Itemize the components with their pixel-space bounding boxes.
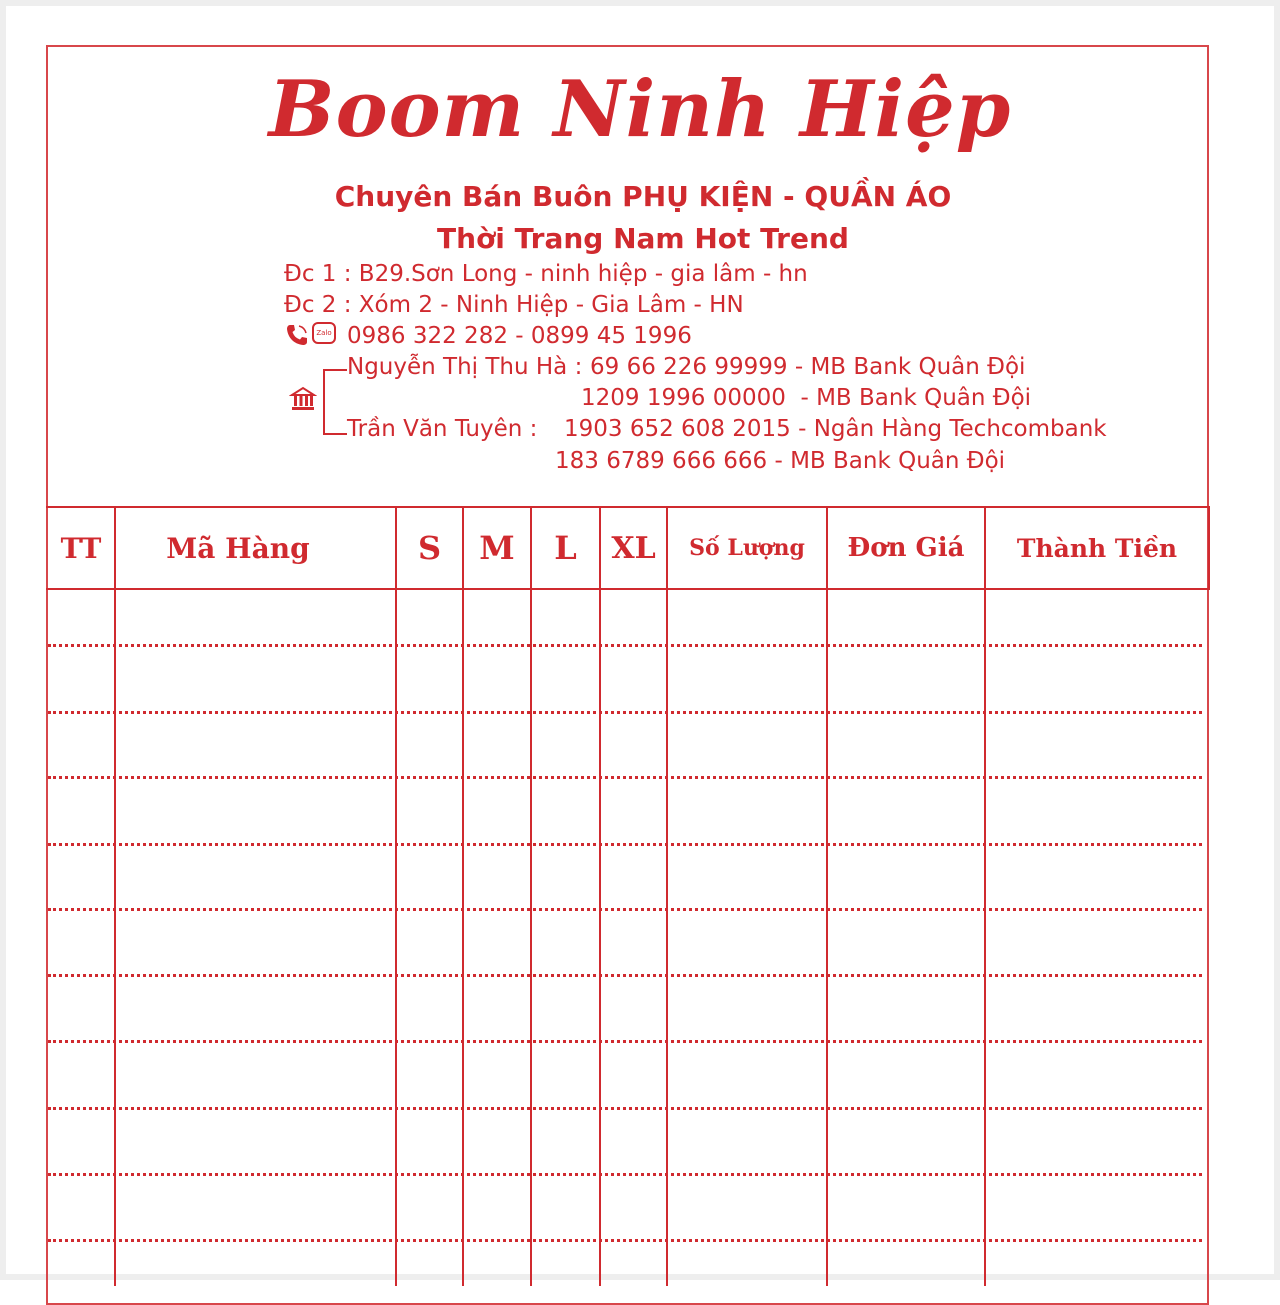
table-row: [48, 843, 1202, 846]
column-divider: [530, 506, 532, 1286]
zalo-icon: Zalo: [312, 322, 336, 344]
col-header-l: L: [554, 529, 577, 567]
table-row: [48, 908, 1202, 911]
table-row: [48, 1107, 1202, 1110]
table-row: [48, 711, 1202, 714]
table-row: [48, 1239, 1202, 1242]
col-header-xl: XL: [611, 530, 656, 566]
column-divider: [395, 506, 397, 1286]
table-row: [48, 1040, 1202, 1043]
address-1: Đc 1 : B29.Sơn Long - ninh hiệp - gia lâm - hn: [284, 261, 808, 287]
subtitle-line-1: Chuyên Bán Buôn PHỤ KIỆN - QUẦN ÁO: [334, 180, 952, 213]
col-header-s: S: [417, 529, 442, 567]
bank-owner-2: Trần Văn Tuyên :: [347, 416, 538, 442]
bank-bracket: [323, 369, 347, 435]
col-header-thanh-tien: Thành Tiền: [1016, 533, 1178, 563]
col-header-m: M: [479, 529, 515, 567]
col-header-tt: TT: [60, 531, 102, 565]
bank-icon: [289, 385, 317, 413]
column-divider: [599, 506, 601, 1286]
column-divider: [462, 506, 464, 1286]
bank-account-1: 69 66 226 99999 - MB Bank Quân Đội: [590, 354, 1026, 380]
bank-owner-1: Nguyễn Thị Thu Hà :: [347, 354, 583, 380]
bank-account-3: 1903 652 608 2015 - Ngân Hàng Techcombank: [564, 416, 1107, 442]
address-2: Đc 2 : Xóm 2 - Ninh Hiệp - Gia Lâm - HN: [284, 292, 744, 318]
table-row: [48, 644, 1202, 647]
column-divider: [1208, 506, 1210, 590]
col-header-don-gia: Đơn Giá: [847, 533, 965, 563]
col-header-so-luong: Số Lượng: [689, 535, 805, 561]
brand-title: Boom Ninh Hiệp: [268, 64, 1012, 155]
subtitle-line-2: Thời Trang Nam Hot Trend: [437, 222, 849, 255]
column-divider: [666, 506, 668, 1286]
column-divider: [826, 506, 828, 1286]
col-header-ma-hang: Mã Hàng: [166, 531, 310, 565]
column-divider: [984, 506, 986, 1286]
bank-account-4: 183 6789 666 666 - MB Bank Quân Đội: [555, 448, 1006, 474]
table-row: [48, 776, 1202, 779]
phone-icon: [284, 322, 310, 348]
bank-account-2: 1209 1996 00000 - MB Bank Quân Đội: [581, 385, 1032, 411]
column-divider: [114, 506, 116, 1286]
table-row: [48, 1173, 1202, 1176]
table-row: [48, 974, 1202, 977]
phone-numbers: 0986 322 282 - 0899 45 1996: [347, 323, 692, 349]
